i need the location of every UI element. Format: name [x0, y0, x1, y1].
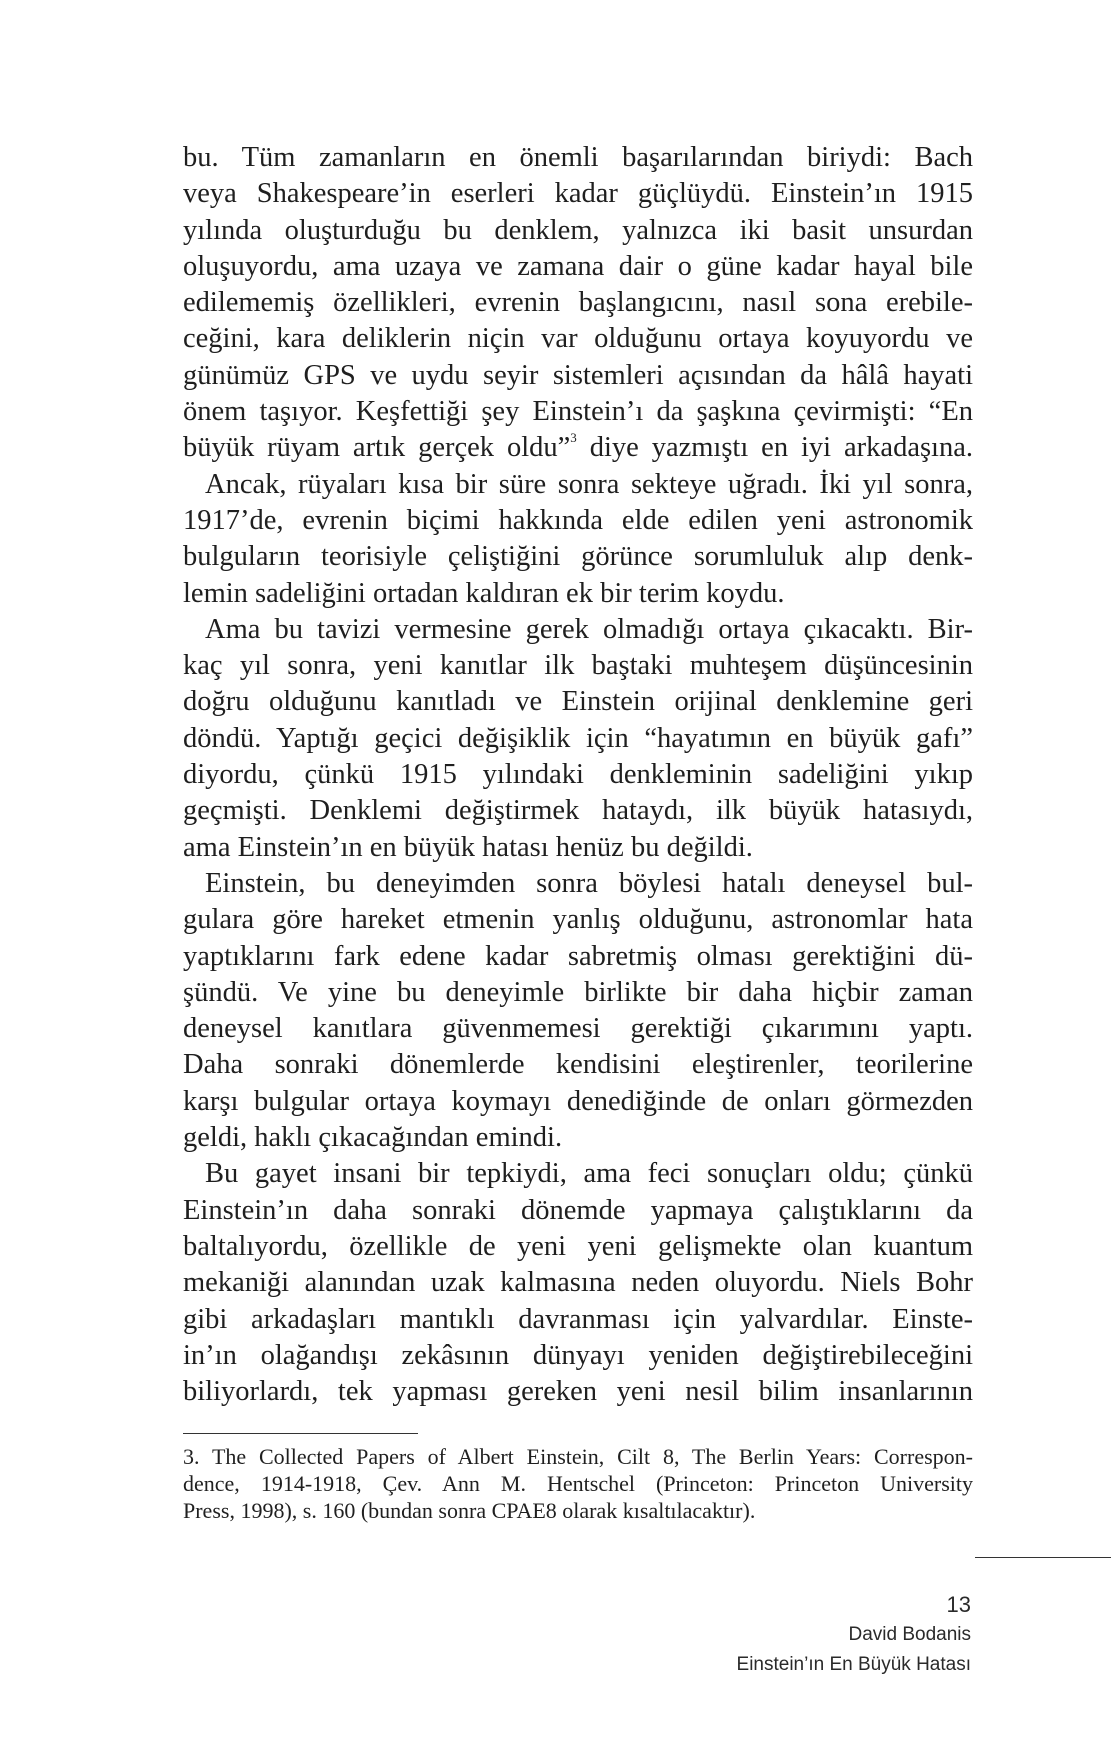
text-line: doğru olduğunu kanıtladı ve Einstein orijinal denklemine geri: [183, 686, 973, 718]
footnote-reference: 3: [570, 430, 577, 446]
text-line: 1917’de, evrenin biçimi hakkında elde edilen yeni astronomik: [183, 504, 973, 536]
footnote-divider: [183, 1433, 418, 1434]
text-line: lemin sadeliğini ortadan kaldıran ek bir terim koydu.: [183, 577, 785, 609]
text-line: Bu gayet insani bir tepkiydi, ama feci sonuçları oldu; çünkü: [205, 1158, 973, 1190]
text-line: ama Einstein’ın en büyük hatası henüz bu değildi.: [183, 831, 753, 863]
text-line: deneysel kanıtlara güvenmemesi gerektiği çıkarımını yaptı.: [183, 1013, 973, 1045]
footnote-line: dence, 1914-1918, Çev. Ann M. Hentschel (Princeton: Princeton University: [183, 1471, 973, 1496]
body-text: [183, 140, 973, 1410]
text-line: bulguların teorisiyle çeliştiğini görünce sorumluluk alıp denk-: [183, 541, 973, 573]
text-line: Ancak, rüyaları kısa bir süre sonra sekteye uğradı. İki yıl sonra,: [205, 468, 973, 500]
text-line: gibi arkadaşları mantıklı davranması için yalvardılar. Einste-: [183, 1303, 973, 1335]
text-line: geldi, haklı çıkacağından emindi.: [183, 1122, 563, 1154]
text-fragment: büyük rüyam artık gerçek oldu”: [183, 432, 571, 464]
page-footer: [737, 1590, 971, 1680]
text-line: mekaniği alanından uzak kalmasına neden oluyordu. Niels Bohr: [183, 1267, 973, 1299]
text-line: ceğini, kara deliklerin niçin var olduğunu ortaya koyuyordu ve: [183, 323, 973, 355]
text-line: in’ın olağandışı zekâsının dünyayı yeniden değiştirebileceğini: [183, 1339, 973, 1371]
text-line: bu. Tüm zamanların en önemli başarılarından biriydi: Bach: [183, 142, 973, 173]
footer-divider: [975, 1557, 1111, 1558]
text-line: gulara göre hareket etmenin yanlış olduğunu, astronomlar hata: [183, 904, 973, 936]
page-number: 13: [946, 1592, 971, 1617]
text-line: günümüz GPS ve uydu seyir sistemleri açısından da hâlâ hayati: [183, 359, 973, 391]
text-line: veya Shakespeare’in eserleri kadar güçlüydü. Einstein’ın 1915: [183, 178, 973, 210]
paragraph-1: [183, 140, 973, 467]
text-line: Einstein’ın daha sonraki dönemde yapmaya çalıştıklarını da: [183, 1194, 973, 1226]
text-line: diyordu, çünkü 1915 yılındaki denkleminin sadeliğini yıkıp: [183, 759, 973, 791]
author-name: David Bodanis: [848, 1624, 971, 1645]
text-line: yılında oluşturduğu bu denklem, yalnızca iki basit unsurdan: [183, 214, 973, 246]
text-line: kaç yıl sonra, yeni kanıtlar ilk baştaki muhteşem düşüncesinin: [183, 650, 973, 682]
book-title: Einstein’ın En Büyük Hatası: [736, 1654, 971, 1675]
text-line: önem taşıyor. Keşfettiği şey Einstein’ı da şaşkına çevirmişti: “En: [183, 396, 973, 428]
text-line: yaptıklarını fark edene kadar sabretmiş olması gerektiğini dü-: [183, 940, 973, 972]
footnote-line: 3. The Collected Papers of Albert Einstein, Cilt 8, The Berlin Years: Correspon-: [183, 1444, 973, 1469]
paragraph-5: [183, 1156, 973, 1410]
text-line: Daha sonraki dönemlerde kendisini eleştirenler, teorilerine: [183, 1049, 973, 1081]
text-line: edilememiş özellikleri, evrenin başlangıcını, nasıl sona erebile-: [183, 287, 973, 319]
paragraph-2: [183, 467, 973, 612]
text-line: geçmişti. Denklemi değiştirmek hataydı, ilk büyük hatasıydı,: [183, 795, 973, 827]
text-line: baltalıyordu, özellikle de yeni yeni gelişmekte olan kuantum: [183, 1230, 973, 1262]
text-line-with-footnote: [183, 430, 973, 466]
paragraph-3: [183, 612, 973, 866]
footnote: [183, 1443, 973, 1524]
text-line: biliyorlardı, tek yapması gereken yeni nesil bilim insanlarının: [183, 1376, 973, 1408]
text-line: Ama bu tavizi vermesine gerek olmadığı ortaya çıkacaktı. Bir-: [205, 613, 973, 645]
text-line: döndü. Yaptığı geçici değişiklik için “hayatımın en büyük gafı”: [183, 722, 973, 754]
text-fragment: diye yazmıştı en iyi arkadaşına.: [576, 432, 974, 464]
text-line: karşı bulgular ortaya koymayı denediğinde de onları görmezden: [183, 1085, 973, 1117]
paragraph-4: [183, 866, 973, 1156]
text-line: oluşuyordu, ama uzaya ve zamana dair o güne kadar hayal bile: [183, 250, 973, 282]
text-line: şündü. Ve yine bu deneyimle birlikte bir daha hiçbir zaman: [183, 976, 973, 1008]
text-line: Einstein, bu deneyimden sonra böylesi hatalı deneysel bul-: [205, 867, 973, 899]
footnote-line: Press, 1998), s. 160 (bundan sonra CPAE8 olarak kısaltılacaktır).: [183, 1498, 756, 1523]
